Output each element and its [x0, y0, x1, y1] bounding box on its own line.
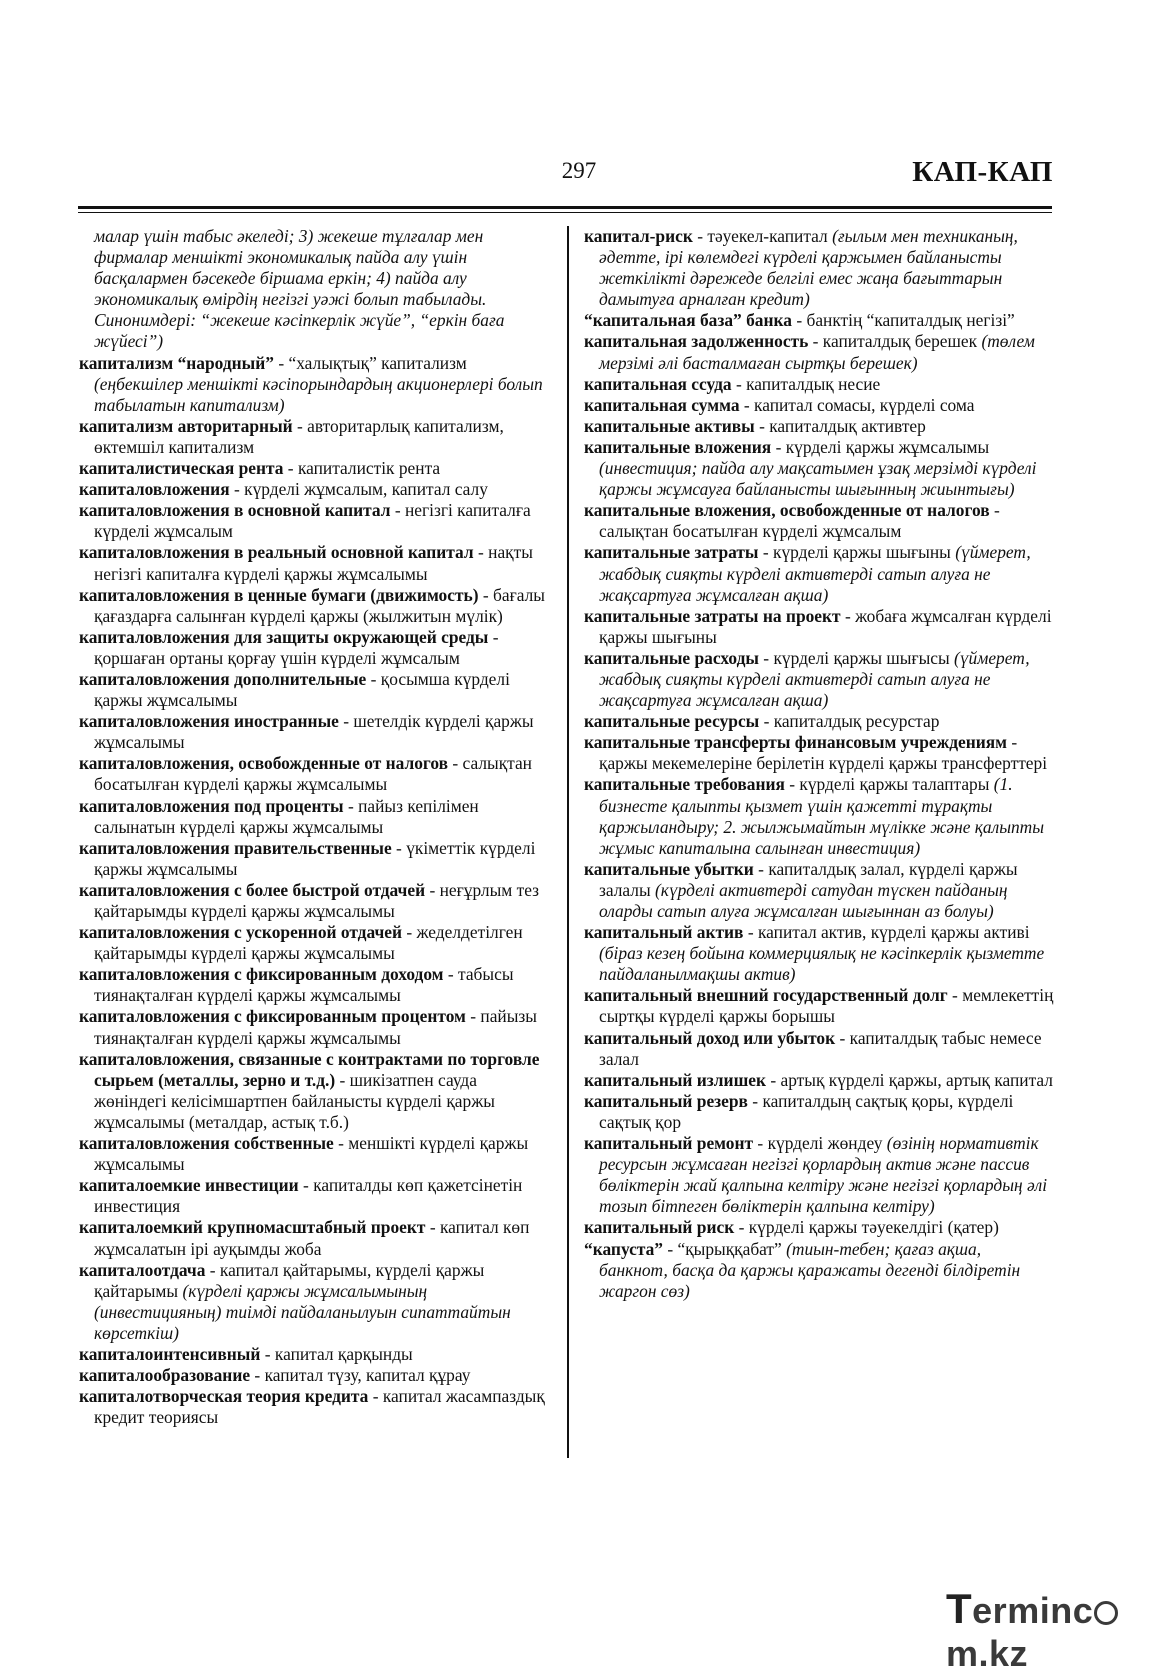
entry-definition: авторитарлық капитализм, өктемшіл капитализм — [94, 415, 504, 457]
dictionary-entry — [79, 1386, 547, 1428]
entry-term: капитализм “народный” — [79, 352, 274, 373]
entry-separator: - — [784, 774, 800, 795]
dictionary-entry — [79, 1365, 547, 1386]
entry-definition: капиталдық залал, күрделі қаржы залалы — [599, 858, 1018, 900]
entry-definition: күрделі қаржы шығысы — [773, 647, 955, 668]
entry-definition: артық күрделі қаржы, артық капитал — [780, 1069, 1053, 1090]
entry-separator: - — [840, 605, 856, 626]
dictionary-entry — [584, 310, 1054, 331]
entry-definition: капитал сомасы, күрделі сома — [754, 394, 975, 415]
entry-definition: капиталдық табыс немесе залал — [599, 1027, 1042, 1069]
dictionary-entry — [584, 374, 1054, 395]
entry-separator: - — [989, 500, 1000, 521]
entry-separator: - — [835, 1027, 850, 1048]
entry-definition: нақты негізгі капиталға күрделі қаржы жұмсалымы — [94, 542, 533, 584]
entry-definition: мемлекеттің сыртқы күрделі қаржы борышы — [599, 985, 1054, 1027]
entry-separator: - — [292, 415, 308, 436]
dictionary-entry — [79, 416, 547, 458]
dictionary-entry — [79, 542, 547, 584]
entry-separator: - — [947, 985, 963, 1006]
entry-definition: банктің “капиталдық негізі” — [806, 310, 1015, 331]
dictionary-entry — [79, 585, 547, 627]
entry-note: (тиын-тебен; қағаз ақша, банкнот, басқа да қаржы қаражаты дегенді білдіретін жаргон сөз) — [599, 1238, 1021, 1301]
entry-separator: - — [465, 1006, 481, 1027]
entry-definition: капитал көп жұмсалатын ірі ауқымды жоба — [94, 1217, 530, 1259]
entry-separator: - — [333, 1133, 349, 1154]
entry-definition: тәуекел-капитал — [707, 226, 833, 246]
entry-definition: жобаға жұмсалған күрделі қаржы шығыны — [599, 605, 1052, 647]
entry-definition: пайызы тиянақталған күрделі қаржы жұмсалымы — [94, 1006, 537, 1048]
entry-note: малар үшін табыс әкеледі; 3) жекеше тұлғалар мен фирмалар меншікті экономикалық пайда алу үшін басқалармен бәсекеде біршама еркін; 4) пайда алу экономикалық өмірдің негізгі уәжі болып табылады. Синонимдері: “жекеше кәсіпкерлік жүйе”, “еркін баға жүйесі”) — [94, 226, 505, 352]
entry-separator: - — [1007, 732, 1018, 753]
entry-term: капитальные вложения — [584, 436, 772, 457]
entry-separator: - — [759, 711, 774, 732]
dictionary-entry — [584, 1070, 1054, 1091]
dictionary-entry — [79, 1133, 547, 1175]
dictionary-entry — [584, 985, 1054, 1027]
dictionary-entry — [79, 1217, 547, 1259]
entry-definition: салықтан босатылған күрделі жұмсалым — [599, 521, 902, 542]
header-rule-thick — [78, 206, 1052, 209]
entry-term: капитальные расходы — [584, 647, 759, 668]
entry-separator: - — [338, 711, 354, 732]
entry-definition: капитал жасампаздық кредит теориясы — [94, 1386, 545, 1428]
entry-definition: күрделі жөндеу — [767, 1133, 887, 1154]
dictionary-entry — [584, 1028, 1054, 1070]
dictionary-entry — [79, 1006, 547, 1048]
entry-definition: пайыз кепілімен салынатын күрделі қаржы жұмсалымы — [94, 795, 479, 837]
dictionary-entry — [79, 1260, 547, 1344]
entry-term: капиталообразование — [79, 1365, 251, 1386]
dictionary-entry — [79, 353, 547, 416]
dictionary-entry — [79, 753, 547, 795]
entry-note: (біраз кезең бойына коммерциялық не кәсіпкерлік қызметте пайдаланылмақшы актив) — [599, 943, 1045, 985]
running-head: КАП-КАП — [912, 156, 1053, 188]
entry-term: капитальный актив — [584, 922, 744, 943]
entry-separator: - — [766, 1069, 781, 1090]
entry-note: (күрделі активтерді сатудан түскен пайданың оларды сатып алуға жұмсалған шығыннан аз болуы) — [599, 879, 1008, 921]
right-column — [584, 226, 1054, 1302]
entry-term: капитальная задолженность — [584, 331, 809, 352]
entry-definition: күрделі қаржы талаптары — [799, 774, 994, 795]
entry-note: (өзінің нормативтік ресурсын жұмсаған негізгі қорлардың актив және пассив бөліктерін жай қалпына келтіру және негізгі қорлардың әлі тозып бітпеген бөліктерін қалпына келтіру) — [599, 1133, 1048, 1217]
entry-definition: табысы тиянақталған күрделі қаржы жұмсалымы — [94, 964, 514, 1006]
entry-term: капитальные затраты — [584, 542, 759, 563]
entry-definition: капитал актив, күрделі қаржы активі — [757, 922, 1030, 943]
entry-separator: - — [478, 584, 493, 605]
entry-definition: капиталды көп қажетсінетін инвестиция — [94, 1175, 523, 1217]
dictionary-entry — [79, 964, 547, 1006]
entry-term: капиталоинтенсивный — [79, 1343, 261, 1364]
entry-note: (еңбекшілер меншікті кәсіпорындардың акционерлері болып табылатын капитализм) — [94, 373, 543, 415]
entry-separator: - — [335, 1069, 350, 1090]
entry-note: (үймерет, жабдық сияқты күрделі активтерді сатып алуға не жақсартуға жұмсалған ақша) — [599, 542, 1031, 605]
entry-separator: - — [425, 879, 440, 900]
entry-term: капитальные убытки — [584, 858, 754, 879]
entry-term: капитальные активы — [584, 415, 755, 436]
entry-definition: меншікті күрделі қаржы жұмсалымы — [94, 1133, 529, 1175]
entry-separator: - — [473, 542, 489, 563]
entry-term: капиталовложения с фиксированным доходом — [79, 964, 444, 985]
entry-definition: салықтан босатылған күрделі қаржы жұмсалымы — [94, 753, 532, 795]
dictionary-entry — [79, 627, 547, 669]
entry-definition: бағалы қағаздарға салынған күрделі қаржы (жылжитын мүлік) — [94, 584, 545, 626]
entry-term: капиталовложения в реальный основной капитал — [79, 542, 474, 563]
entry-separator: - — [390, 500, 405, 521]
page-number: 297 — [561, 158, 597, 183]
entry-term: капиталистическая рента — [79, 458, 284, 479]
entry-separator: - — [791, 310, 807, 331]
entry-term: капитальные затраты на проект — [584, 605, 841, 626]
entry-term: “капуста” — [584, 1238, 663, 1259]
entry-definition: неғұрлым тез қайтарымды күрделі қаржы жұмсалымы — [94, 879, 540, 921]
entry-separator: - — [205, 1259, 220, 1280]
entry-definition: “халықтық” капитализм — [288, 352, 467, 373]
entry-term: капиталовложения, освобожденные от налогов — [79, 753, 449, 774]
entry-separator: - — [758, 542, 774, 563]
entry-definition: капиталистік рента — [297, 458, 441, 479]
entry-separator: - — [260, 1343, 275, 1364]
dictionary-entry — [79, 880, 547, 922]
entry-definition: капиталдың сақтық қоры, күрделі сақтық қор — [599, 1090, 1014, 1132]
dictionary-entry — [79, 1175, 547, 1217]
entry-term: капиталоемкие инвестиции — [79, 1175, 299, 1196]
entry-definition: күрделі қаржы жұмсалымы — [785, 436, 990, 457]
entry-term: капиталовложения с фиксированным процентом — [79, 1006, 466, 1027]
entry-separator: - — [734, 1217, 749, 1238]
entry-separator: - — [808, 331, 823, 352]
dictionary-entry — [79, 838, 547, 880]
entry-separator: - — [743, 922, 758, 943]
entry-definition: күрделі жұмсалым, капитал салу — [244, 479, 488, 500]
entry-separator: - — [425, 1217, 440, 1238]
entry-definition: шикізатпен сауда жөніндегі келісімшартпен байланысты күрделі қаржы жұмсалымы (металдар, астық т.б.) — [94, 1069, 495, 1132]
entry-separator: - — [298, 1175, 314, 1196]
dictionary-entry — [584, 606, 1054, 648]
entry-separator: - — [488, 626, 499, 647]
dictionary-entry — [584, 1239, 1054, 1302]
dictionary-entry — [584, 711, 1054, 732]
dictionary-entry — [584, 226, 1054, 310]
entry-separator: - — [754, 415, 770, 436]
dictionary-entry — [584, 1091, 1054, 1133]
dictionary-entry — [584, 416, 1054, 437]
entry-term: капиталовложения для защиты окружающей среды — [79, 626, 489, 647]
entry-term: капиталоемкий крупномасштабный проект — [79, 1217, 426, 1238]
dictionary-entry — [79, 458, 547, 479]
entry-term: капитальные требования — [584, 774, 785, 795]
entry-separator: - — [747, 1090, 763, 1111]
entry-note: (инвестиция; пайда алу мақсатымен ұзақ мерзімді күрделі қаржы жұмсауға байланысты шығынның жиынтығы) — [599, 458, 1037, 500]
entry-separator: - — [662, 1238, 678, 1259]
entry-definition: қосымша күрделі қаржы жұмсалымы — [94, 668, 510, 711]
entry-term: капиталовложения, связанные с контрактами по торговле сырьем (металлы, зерно и т.д.) — [79, 1048, 540, 1090]
entry-definition: капиталдық ресурстар — [773, 711, 940, 732]
entry-definition: күрделі қаржы тәуекелдігі (қатер) — [748, 1217, 999, 1238]
dictionary-entry — [584, 500, 1054, 542]
entry-term: капитальная сумма — [584, 394, 740, 415]
entry-separator: - — [402, 922, 417, 943]
entry-separator: - — [448, 753, 463, 774]
entry-definition: “қырыққабат” — [677, 1238, 787, 1259]
entry-definition: капитал түзу, капитал құрау — [264, 1365, 471, 1386]
entry-term: капиталовложения правительственные — [79, 837, 392, 858]
watermark-logo: Termincm.kz — [946, 1585, 1158, 1675]
entry-separator: - — [692, 226, 708, 246]
dictionary-entry — [79, 711, 547, 753]
entry-definition: капиталдық несие — [746, 373, 881, 394]
entry-term: капитальные ресурсы — [584, 711, 760, 732]
entry-note: (1. бизнесте қалыпты қызмет үшін қажетті тұрақты қаржыландыру; 2. жылжымайтын мүлікке және қалыпты жұмыс капиталына салынған инвестиция) — [599, 774, 1045, 858]
entry-separator: - — [753, 1133, 768, 1154]
entry-term: капиталоотдача — [79, 1259, 206, 1280]
dictionary-entry — [584, 1217, 1054, 1238]
entry-note: (төлем мерзімі әлі басталмаған сыртқы берешек) — [599, 331, 1035, 373]
entry-term: капиталовложения с более быстрой отдачей — [79, 879, 426, 900]
entry-definition: күрделі қаржы шығыны — [773, 542, 956, 563]
entry-term: капиталовложения под проценты — [79, 795, 344, 816]
dictionary-entry — [584, 732, 1054, 774]
entry-term: капитальный резерв — [584, 1090, 748, 1111]
entry-separator: - — [366, 668, 381, 689]
entry-term: капитальный ремонт — [584, 1133, 754, 1154]
dictionary-entry — [79, 226, 547, 353]
entry-term: капитальный излишек — [584, 1069, 766, 1090]
entry-note: (ғылым мен техниканың, әдетте, ірі көлемдегі күрделі қаржымен байланысты жеткілікті дәрежеде белгілі емес жаңа бағыттарын дамытуға арналған кредит) — [599, 226, 1018, 310]
entry-term: капиталовложения дополнительные — [79, 668, 367, 689]
dictionary-entry — [79, 1344, 547, 1365]
entry-definition: капиталдық берешек — [822, 331, 982, 352]
entry-definition: қаржы мекемелеріне берілетін күрделі қаржы трансферттері — [599, 753, 1048, 774]
dictionary-entry — [584, 922, 1054, 985]
dictionary-entry — [79, 479, 547, 500]
header-rule-thin — [78, 212, 1052, 213]
dictionary-entry — [584, 395, 1054, 416]
entry-separator: - — [739, 394, 755, 415]
dictionary-entry — [584, 774, 1054, 858]
dictionary-entry — [584, 648, 1054, 711]
dictionary-entry — [79, 669, 547, 711]
entry-definition: капитал қайтарымы, күрделі қаржы қайтарымы — [94, 1259, 485, 1301]
entry-term: капитальный внешний государственный долг — [584, 985, 948, 1006]
dictionary-entry — [584, 437, 1054, 500]
entry-term: капитальные трансферты финансовым учреждениям — [584, 732, 1008, 753]
entry-separator: - — [771, 436, 786, 457]
entry-term: капиталовложения в основной капитал — [79, 500, 391, 521]
entry-definition: капиталдық активтер — [769, 415, 926, 436]
entry-term: капиталотворческая теория кредита — [79, 1386, 369, 1407]
entry-separator: - — [343, 795, 359, 816]
entry-term: капитальные вложения, освобожденные от налогов — [584, 500, 990, 521]
entry-definition: қоршаған ортаны қорғау үшін күрделі жұмсалым — [94, 647, 460, 668]
dictionary-entry — [79, 500, 547, 542]
entry-separator: - — [229, 479, 245, 500]
entry-term: капитализм авторитарный — [79, 415, 293, 436]
entry-separator: - — [758, 647, 774, 668]
entry-separator: - — [391, 837, 407, 858]
entry-note: (үймерет, жабдық сияқты күрделі активтерді сатып алуға не жақсартуға жұмсалған ақша) — [599, 647, 1030, 711]
entry-separator: - — [731, 373, 747, 394]
dictionary-entry — [79, 796, 547, 838]
entry-term: “капитальная база” банка — [584, 310, 792, 331]
entry-term: капитальный риск — [584, 1217, 735, 1238]
entry-separator: - — [443, 964, 459, 985]
entry-separator: - — [753, 858, 769, 879]
entry-definition: жеделдетілген қайтарымды күрделі қаржы жұмсалымы — [94, 922, 523, 964]
dictionary-entry — [584, 859, 1054, 922]
dictionary-entry — [584, 542, 1054, 605]
entry-term: капитальная ссуда — [584, 373, 732, 394]
entry-definition: негізгі капиталға күрделі жұмсалым — [94, 500, 531, 542]
entry-term: капиталовложения с ускоренной отдачей — [79, 922, 403, 943]
entry-definition: үкіметтік күрделі қаржы жұмсалымы — [94, 837, 536, 879]
entry-term: капитал-риск — [584, 226, 693, 246]
entry-definition: капитал қарқынды — [274, 1343, 413, 1364]
entry-term: капиталовложения иностранные — [79, 711, 339, 732]
entry-separator: - — [273, 352, 289, 373]
entry-note: (күрделі қаржы жұмсалымының (инвестицияның) тиімді пайдаланылуын сипаттайтын көрсеткіш) — [94, 1280, 511, 1343]
entry-term: капиталовложения собственные — [79, 1133, 334, 1154]
entry-definition: шетелдік күрделі қаржы жұмсалымы — [94, 711, 534, 753]
entry-separator: - — [368, 1386, 383, 1407]
entry-term: капитальный доход или убыток — [584, 1027, 836, 1048]
left-column — [79, 226, 547, 1428]
dictionary-entry — [79, 1049, 547, 1133]
dictionary-entry — [584, 331, 1054, 373]
column-divider — [567, 226, 569, 1458]
entry-separator: - — [250, 1365, 265, 1386]
dictionary-entry — [79, 922, 547, 964]
entry-separator: - — [283, 458, 298, 479]
entry-term: капиталовложения — [79, 479, 230, 500]
dictionary-entry — [584, 1133, 1054, 1217]
entry-term: капиталовложения в ценные бумаги (движимость) — [79, 584, 479, 605]
